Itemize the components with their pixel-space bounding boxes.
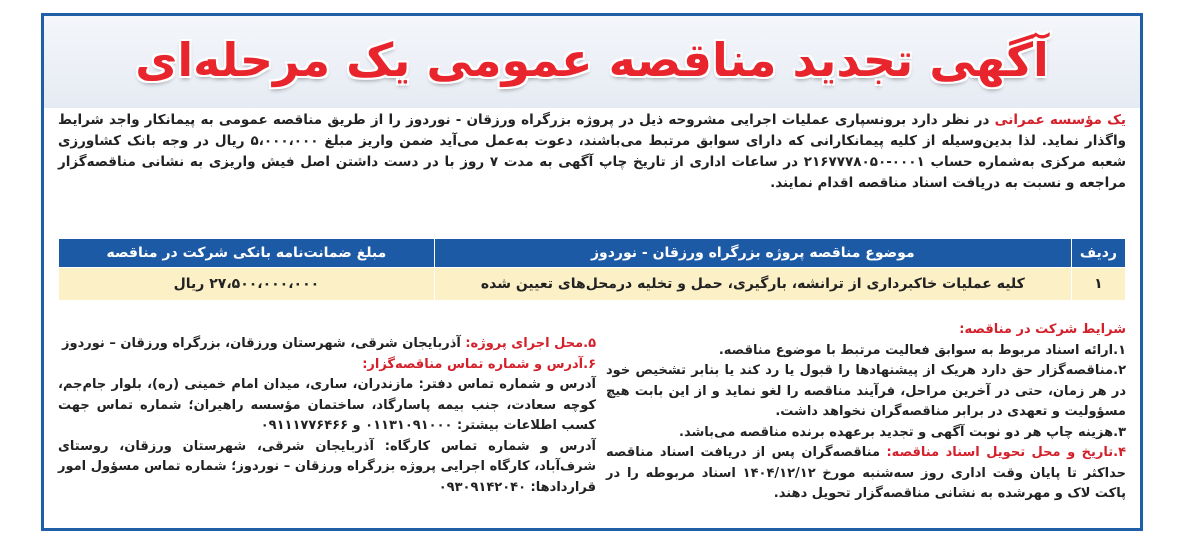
cell-guarantee: ۲۷،۵۰۰،۰۰۰،۰۰۰ ریال xyxy=(59,268,435,301)
project-location xyxy=(58,334,596,355)
office-address xyxy=(58,375,596,437)
conditions-heading: شرایط شرکت در مناقصه: xyxy=(959,322,1126,337)
tender-table xyxy=(58,238,1126,301)
intro-text: در نظر دارد برونسپاری عملیات اجرایی مشروحه ذیل در پروژه بزرگراه ورزقان - نوردوز را از طریق مناقصه عمومی به پیمانکار واجد شرایط واگذار نماید. لذا بدین‌وسیله از کلیه پیمانکارانی که دارای سوابق مرتبط می‌باشند، دعوت به‌عمل می‌آید ضمن واریز مبلغ ۵،۰۰۰،۰۰۰ ریال در وجه بانک کشاورزی شعبه مرکزی به‌شماره حساب ۰۰۰۱-۲۱۶۷۷۷۸۰۵۰ در ساعات اداری از تاریخ چاپ آگهی به مدت ۷ روز با در دست داشتن اصل فیش واریزی به نشانی مناقصه‌گزار مراجعه و نسبت به دریافت اسناد مناقصه اقدام نمایند. xyxy=(58,112,1126,191)
tender-table-header xyxy=(59,239,1126,268)
condition-item-4-label: ۴.تاریخ و محل تحویل اسناد مناقصه: xyxy=(886,445,1127,460)
cell-row-number: ۱ xyxy=(1071,268,1125,301)
header-guarantee: مبلغ ضمانت‌نامه بانکی شرکت در مناقصه xyxy=(59,239,435,268)
site-address-label: آدرس و شماره تماس کارگاه: xyxy=(384,438,597,454)
condition-item-4 xyxy=(606,443,1126,505)
office-address-label: آدرس و شماره تماس دفتر: xyxy=(418,377,596,392)
tender-notice-frame xyxy=(41,13,1143,531)
intro-paragraph xyxy=(58,110,1126,194)
project-info-section xyxy=(58,334,596,498)
table-row xyxy=(59,268,1126,301)
cell-subject: کلیه عملیات خاکبرداری از ترانشه، بارگیری، حمل و تخلیه درمحل‌های تعیین شده xyxy=(434,268,1071,301)
header-row-number: ردیف xyxy=(1071,239,1125,268)
site-address-text: آذربایجان شرقی، شهرستان ورزقان، روستای شرف‌آباد، کارگاه اجرایی پروژه بزرگراه ورزقان – نوردوز؛ شماره تماس مسؤول امور قراردادها: ۰۹۳۰۹۱۴۲۰۴۰ xyxy=(58,438,596,495)
contact-heading: ۶.آدرس و شماره تماس مناقصه‌گزار: xyxy=(362,356,596,372)
project-location-text: آذربایجان شرقی، شهرستان ورزقان، بزرگراه ورزقان – نوردوز xyxy=(62,336,466,351)
project-location-label: ۵.محل اجرای پروژه: xyxy=(465,336,596,351)
header-subject: موضوع مناقصه پروژه بزرگراه ورزقان - نوردوز xyxy=(434,239,1071,268)
condition-item-4-text: مناقصه‌گران پس از دریافت اسناد مناقصه حداکثر تا پایان وقت اداری روز سه‌شنبه مورخ ۱۴۰۴/۱۲/۱۲ اسناد مربوطه را در پاکت لاک و مهرشده به نشانی مناقصه‌گزار تحویل دهند. xyxy=(606,445,1126,501)
site-address xyxy=(58,437,596,499)
condition-item-2: ۲.مناقصه‌گزار حق دارد هریک از پیشنهادها را قبول یا رد کند یا بنابر تشخیص خود در هر زمان، حتی در آخرین مراحل، فرآیند مناقصه را لغو نماید و از این بابت هیچ مسؤولیت و تعهدی در برابر مناقصه‌گران نخواهد داشت. xyxy=(606,363,1126,419)
conditions-section xyxy=(606,320,1126,505)
organization-name: یک مؤسسه عمرانی xyxy=(994,112,1126,128)
notice-title: آگهی تجدید مناقصه عمومی یک مرحله‌ای xyxy=(135,33,1049,87)
condition-item-1: ۱.ارائه اسناد مربوط به سوابق فعالیت مرتبط با موضوع مناقصه. xyxy=(718,342,1126,358)
condition-item-3: ۳.هزینه چاپ هر دو نوبت آگهی و تجدید برعهده برنده مناقصه می‌باشد. xyxy=(679,424,1126,440)
office-address-text: مازندران، ساری، میدان امام خمینی (ره)، بلوار جام‌جم، کوچه سعادت، جنب بیمه پاسارگاد، ساختمان مؤسسه راهیران؛ شماره تماس جهت کسب اطلاعات بیشتر: ۰۱۱۳۱۰۹۱۰۰۰ و ۰۹۱۱۱۷۷۶۴۶۶ xyxy=(58,377,596,433)
